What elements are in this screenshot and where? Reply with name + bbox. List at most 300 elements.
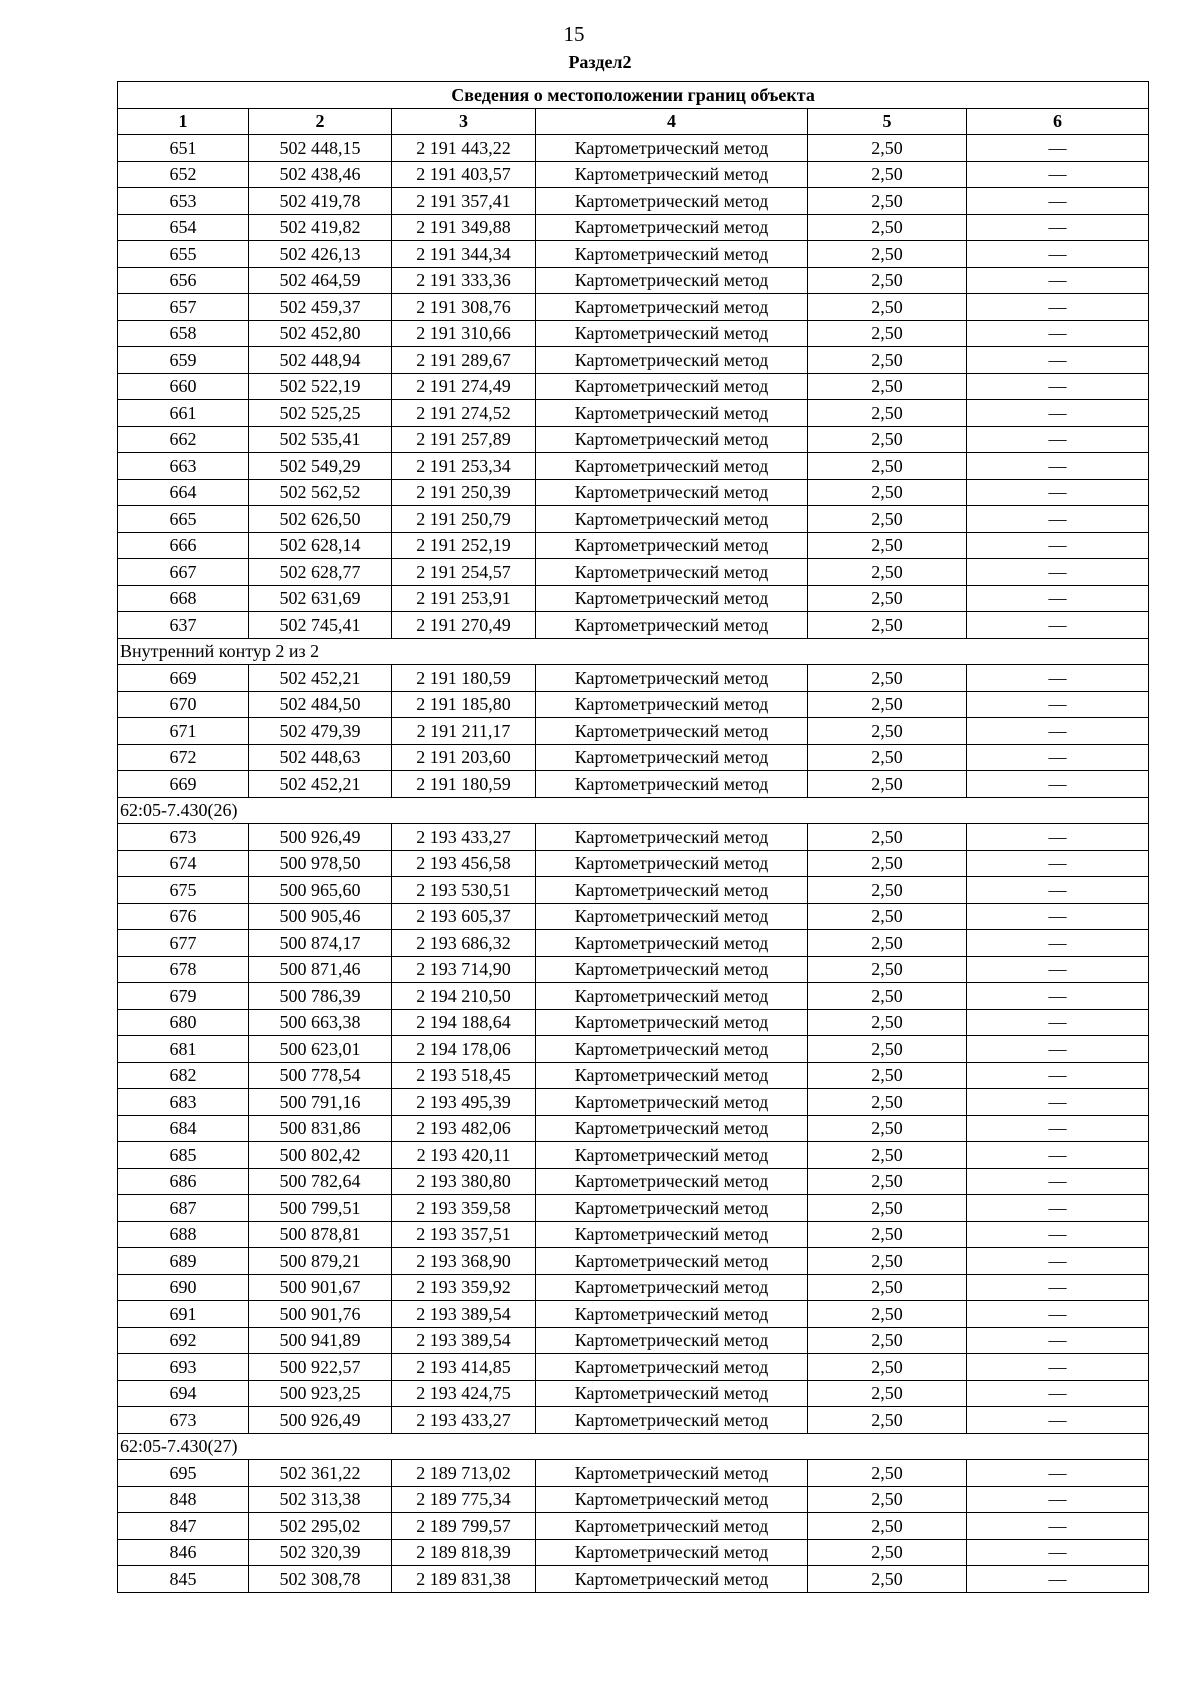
point-number-cell: 673 (118, 824, 249, 851)
description-cell: — (967, 135, 1149, 162)
y-coordinate-cell: 2 191 308,76 (392, 294, 536, 321)
table-row (118, 1195, 1149, 1222)
accuracy-cell: 2,50 (808, 1566, 967, 1593)
x-coordinate-cell: 502 522,19 (249, 373, 392, 400)
table-row (118, 135, 1149, 162)
point-number-cell: 669 (118, 665, 249, 692)
description-cell: — (967, 983, 1149, 1010)
y-coordinate-cell: 2 191 344,34 (392, 241, 536, 268)
accuracy-cell: 2,50 (808, 1380, 967, 1407)
point-number-cell: 682 (118, 1062, 249, 1089)
table-row (118, 161, 1149, 188)
x-coordinate-cell: 500 978,50 (249, 850, 392, 877)
point-number-cell: 693 (118, 1354, 249, 1381)
x-coordinate-cell: 502 313,38 (249, 1486, 392, 1513)
method-cell: Картометрический метод (536, 426, 808, 453)
x-coordinate-cell: 502 295,02 (249, 1513, 392, 1540)
x-coordinate-cell: 502 484,50 (249, 691, 392, 718)
description-cell: — (967, 877, 1149, 904)
table-row (118, 1380, 1149, 1407)
x-coordinate-cell: 502 479,39 (249, 718, 392, 745)
y-coordinate-cell: 2 191 310,66 (392, 320, 536, 347)
point-number-cell: 847 (118, 1513, 249, 1540)
method-cell: Картометрический метод (536, 665, 808, 692)
description-cell: — (967, 665, 1149, 692)
point-number-cell: 691 (118, 1301, 249, 1328)
description-cell: — (967, 1513, 1149, 1540)
description-cell: — (967, 532, 1149, 559)
description-cell: — (967, 320, 1149, 347)
accuracy-cell: 2,50 (808, 1513, 967, 1540)
y-coordinate-cell: 2 193 389,54 (392, 1301, 536, 1328)
method-cell: Картометрический метод (536, 612, 808, 639)
x-coordinate-cell: 502 452,80 (249, 320, 392, 347)
y-coordinate-cell: 2 193 414,85 (392, 1354, 536, 1381)
description-cell: — (967, 1195, 1149, 1222)
table-row (118, 1168, 1149, 1195)
method-cell: Картометрический метод (536, 930, 808, 957)
description-cell: — (967, 1566, 1149, 1593)
method-cell: Картометрический метод (536, 691, 808, 718)
description-cell: — (967, 1115, 1149, 1142)
y-coordinate-cell: 2 191 254,57 (392, 559, 536, 586)
y-coordinate-cell: 2 191 274,49 (392, 373, 536, 400)
point-number-cell: 679 (118, 983, 249, 1010)
method-cell: Картометрический метод (536, 850, 808, 877)
point-number-cell: 683 (118, 1089, 249, 1116)
x-coordinate-cell: 502 320,39 (249, 1539, 392, 1566)
y-coordinate-cell: 2 194 210,50 (392, 983, 536, 1010)
accuracy-cell: 2,50 (808, 1486, 967, 1513)
description-cell: — (967, 718, 1149, 745)
table-row (118, 930, 1149, 957)
accuracy-cell: 2,50 (808, 1009, 967, 1036)
x-coordinate-cell: 502 361,22 (249, 1460, 392, 1487)
table-row (118, 1089, 1149, 1116)
accuracy-cell: 2,50 (808, 877, 967, 904)
x-coordinate-cell: 500 878,81 (249, 1221, 392, 1248)
y-coordinate-cell: 2 191 250,39 (392, 479, 536, 506)
y-coordinate-cell: 2 191 349,88 (392, 214, 536, 241)
y-coordinate-cell: 2 193 389,54 (392, 1327, 536, 1354)
method-cell: Картометрический метод (536, 559, 808, 586)
description-cell: — (967, 1327, 1149, 1354)
description-cell: — (967, 373, 1149, 400)
description-cell: — (967, 1380, 1149, 1407)
accuracy-cell: 2,50 (808, 903, 967, 930)
description-cell: — (967, 930, 1149, 957)
point-number-cell: 665 (118, 506, 249, 533)
table-row (118, 1354, 1149, 1381)
x-coordinate-cell: 500 791,16 (249, 1089, 392, 1116)
column-header: 4 (536, 108, 808, 135)
table-row (118, 400, 1149, 427)
method-cell: Картометрический метод (536, 373, 808, 400)
table-row (118, 1301, 1149, 1328)
column-header: 3 (392, 108, 536, 135)
y-coordinate-cell: 2 191 211,17 (392, 718, 536, 745)
method-cell: Картометрический метод (536, 1566, 808, 1593)
description-cell: — (967, 1009, 1149, 1036)
method-cell: Картометрический метод (536, 824, 808, 851)
description-cell: — (967, 241, 1149, 268)
x-coordinate-cell: 500 802,42 (249, 1142, 392, 1169)
accuracy-cell: 2,50 (808, 824, 967, 851)
point-number-cell: 674 (118, 850, 249, 877)
point-number-cell: 669 (118, 771, 249, 798)
y-coordinate-cell: 2 193 456,58 (392, 850, 536, 877)
table-row (118, 267, 1149, 294)
point-number-cell: 666 (118, 532, 249, 559)
x-coordinate-cell: 500 778,54 (249, 1062, 392, 1089)
group-label: 62:05-7.430(27) (118, 1433, 1149, 1460)
method-cell: Картометрический метод (536, 1009, 808, 1036)
y-coordinate-cell: 2 191 443,22 (392, 135, 536, 162)
x-coordinate-cell: 500 923,25 (249, 1380, 392, 1407)
point-number-cell: 659 (118, 347, 249, 374)
table-row (118, 1327, 1149, 1354)
y-coordinate-cell: 2 189 713,02 (392, 1460, 536, 1487)
table-caption: Сведения о местоположении границ объекта (118, 82, 1149, 109)
point-number-cell: 662 (118, 426, 249, 453)
y-coordinate-cell: 2 191 257,89 (392, 426, 536, 453)
accuracy-cell: 2,50 (808, 188, 967, 215)
x-coordinate-cell: 500 663,38 (249, 1009, 392, 1036)
table-row (118, 1486, 1149, 1513)
accuracy-cell: 2,50 (808, 559, 967, 586)
point-number-cell: 655 (118, 241, 249, 268)
table-row (118, 1142, 1149, 1169)
accuracy-cell: 2,50 (808, 1062, 967, 1089)
point-number-cell: 690 (118, 1274, 249, 1301)
table-row (118, 453, 1149, 480)
description-cell: — (967, 506, 1149, 533)
point-number-cell: 671 (118, 718, 249, 745)
x-coordinate-cell: 500 871,46 (249, 956, 392, 983)
table-row (118, 771, 1149, 798)
method-cell: Картометрический метод (536, 1460, 808, 1487)
table-row (118, 850, 1149, 877)
accuracy-cell: 2,50 (808, 930, 967, 957)
y-coordinate-cell: 2 189 799,57 (392, 1513, 536, 1540)
method-cell: Картометрический метод (536, 956, 808, 983)
point-number-cell: 651 (118, 135, 249, 162)
y-coordinate-cell: 2 191 357,41 (392, 188, 536, 215)
method-cell: Картометрический метод (536, 1301, 808, 1328)
point-number-cell: 681 (118, 1036, 249, 1063)
point-number-cell: 661 (118, 400, 249, 427)
x-coordinate-cell: 500 941,89 (249, 1327, 392, 1354)
description-cell: — (967, 1539, 1149, 1566)
method-cell: Картометрический метод (536, 1327, 808, 1354)
point-number-cell: 668 (118, 585, 249, 612)
method-cell: Картометрический метод (536, 1380, 808, 1407)
method-cell: Картометрический метод (536, 983, 808, 1010)
x-coordinate-cell: 500 831,86 (249, 1115, 392, 1142)
description-cell: — (967, 744, 1149, 771)
table-row (118, 320, 1149, 347)
y-coordinate-cell: 2 193 686,32 (392, 930, 536, 957)
group-row (118, 1433, 1149, 1460)
x-coordinate-cell: 500 782,64 (249, 1168, 392, 1195)
point-number-cell: 678 (118, 956, 249, 983)
point-number-cell: 663 (118, 453, 249, 480)
y-coordinate-cell: 2 189 818,39 (392, 1539, 536, 1566)
y-coordinate-cell: 2 191 180,59 (392, 665, 536, 692)
x-coordinate-cell: 502 448,63 (249, 744, 392, 771)
table-row (118, 1513, 1149, 1540)
table-row (118, 347, 1149, 374)
y-coordinate-cell: 2 191 289,67 (392, 347, 536, 374)
y-coordinate-cell: 2 193 424,75 (392, 1380, 536, 1407)
method-cell: Картометрический метод (536, 161, 808, 188)
table-row (118, 1248, 1149, 1275)
x-coordinate-cell: 500 874,17 (249, 930, 392, 957)
accuracy-cell: 2,50 (808, 347, 967, 374)
y-coordinate-cell: 2 191 333,36 (392, 267, 536, 294)
point-number-cell: 653 (118, 188, 249, 215)
method-cell: Картометрический метод (536, 744, 808, 771)
table-body (118, 135, 1149, 1593)
table-row (118, 903, 1149, 930)
method-cell: Картометрический метод (536, 214, 808, 241)
method-cell: Картометрический метод (536, 1115, 808, 1142)
table-row (118, 824, 1149, 851)
description-cell: — (967, 824, 1149, 851)
table-row (118, 1460, 1149, 1487)
description-cell: — (967, 188, 1149, 215)
point-number-cell: 846 (118, 1539, 249, 1566)
description-cell: — (967, 1062, 1149, 1089)
description-cell: — (967, 347, 1149, 374)
x-coordinate-cell: 502 631,69 (249, 585, 392, 612)
accuracy-cell: 2,50 (808, 294, 967, 321)
point-number-cell: 687 (118, 1195, 249, 1222)
description-cell: — (967, 1301, 1149, 1328)
y-coordinate-cell: 2 193 495,39 (392, 1089, 536, 1116)
method-cell: Картометрический метод (536, 1354, 808, 1381)
x-coordinate-cell: 502 626,50 (249, 506, 392, 533)
description-cell: — (967, 267, 1149, 294)
method-cell: Картометрический метод (536, 585, 808, 612)
x-coordinate-cell: 502 419,82 (249, 214, 392, 241)
table-row (118, 1009, 1149, 1036)
y-coordinate-cell: 2 189 775,34 (392, 1486, 536, 1513)
table-row (118, 294, 1149, 321)
accuracy-cell: 2,50 (808, 718, 967, 745)
description-cell: — (967, 1274, 1149, 1301)
point-number-cell: 657 (118, 294, 249, 321)
x-coordinate-cell: 502 419,78 (249, 188, 392, 215)
accuracy-cell: 2,50 (808, 135, 967, 162)
description-cell: — (967, 612, 1149, 639)
accuracy-cell: 2,50 (808, 744, 967, 771)
point-number-cell: 675 (118, 877, 249, 904)
method-cell: Картометрический метод (536, 903, 808, 930)
y-coordinate-cell: 2 191 253,34 (392, 453, 536, 480)
x-coordinate-cell: 502 562,52 (249, 479, 392, 506)
y-coordinate-cell: 2 193 433,27 (392, 1407, 536, 1434)
x-coordinate-cell: 500 786,39 (249, 983, 392, 1010)
y-coordinate-cell: 2 193 433,27 (392, 824, 536, 851)
accuracy-cell: 2,50 (808, 267, 967, 294)
point-number-cell: 848 (118, 1486, 249, 1513)
x-coordinate-cell: 500 623,01 (249, 1036, 392, 1063)
method-cell: Картометрический метод (536, 1274, 808, 1301)
method-cell: Картометрический метод (536, 294, 808, 321)
x-coordinate-cell: 502 525,25 (249, 400, 392, 427)
table-row (118, 241, 1149, 268)
accuracy-cell: 2,50 (808, 665, 967, 692)
group-label: Внутренний контур 2 из 2 (118, 638, 1149, 665)
point-number-cell: 667 (118, 559, 249, 586)
point-number-cell: 656 (118, 267, 249, 294)
table-row (118, 718, 1149, 745)
description-cell: — (967, 1036, 1149, 1063)
x-coordinate-cell: 500 905,46 (249, 903, 392, 930)
table-row (118, 956, 1149, 983)
x-coordinate-cell: 502 448,15 (249, 135, 392, 162)
accuracy-cell: 2,50 (808, 1301, 967, 1328)
accuracy-cell: 2,50 (808, 1248, 967, 1275)
y-coordinate-cell: 2 193 518,45 (392, 1062, 536, 1089)
x-coordinate-cell: 502 308,78 (249, 1566, 392, 1593)
y-coordinate-cell: 2 193 482,06 (392, 1115, 536, 1142)
page-number: 15 (563, 22, 585, 46)
table-row (118, 426, 1149, 453)
table-row (118, 559, 1149, 586)
column-header: 5 (808, 108, 967, 135)
group-label: 62:05-7.430(26) (118, 797, 1149, 824)
point-number-cell: 676 (118, 903, 249, 930)
column-header: 1 (118, 108, 249, 135)
column-header: 2 (249, 108, 392, 135)
x-coordinate-cell: 502 535,41 (249, 426, 392, 453)
table-row (118, 506, 1149, 533)
y-coordinate-cell: 2 193 359,58 (392, 1195, 536, 1222)
accuracy-cell: 2,50 (808, 691, 967, 718)
y-coordinate-cell: 2 193 605,37 (392, 903, 536, 930)
point-number-cell: 652 (118, 161, 249, 188)
x-coordinate-cell: 502 452,21 (249, 771, 392, 798)
method-cell: Картометрический метод (536, 1407, 808, 1434)
y-coordinate-cell: 2 193 530,51 (392, 877, 536, 904)
table-row (118, 479, 1149, 506)
section-title: Раздел2 (568, 52, 632, 72)
table-row (118, 691, 1149, 718)
method-cell: Картометрический метод (536, 1089, 808, 1116)
point-number-cell: 658 (118, 320, 249, 347)
method-cell: Картометрический метод (536, 267, 808, 294)
y-coordinate-cell: 2 193 357,51 (392, 1221, 536, 1248)
table-row (118, 188, 1149, 215)
point-number-cell: 686 (118, 1168, 249, 1195)
accuracy-cell: 2,50 (808, 241, 967, 268)
description-cell: — (967, 956, 1149, 983)
table-row (118, 532, 1149, 559)
accuracy-cell: 2,50 (808, 983, 967, 1010)
y-coordinate-cell: 2 191 403,57 (392, 161, 536, 188)
x-coordinate-cell: 500 901,76 (249, 1301, 392, 1328)
accuracy-cell: 2,50 (808, 1460, 967, 1487)
accuracy-cell: 2,50 (808, 1407, 967, 1434)
table-row (118, 1539, 1149, 1566)
description-cell: — (967, 1142, 1149, 1169)
method-cell: Картометрический метод (536, 453, 808, 480)
description-cell: — (967, 1460, 1149, 1487)
y-coordinate-cell: 2 193 380,80 (392, 1168, 536, 1195)
accuracy-cell: 2,50 (808, 585, 967, 612)
method-cell: Картометрический метод (536, 320, 808, 347)
description-cell: — (967, 479, 1149, 506)
point-number-cell: 684 (118, 1115, 249, 1142)
accuracy-cell: 2,50 (808, 161, 967, 188)
method-cell: Картометрический метод (536, 135, 808, 162)
table-row (118, 877, 1149, 904)
x-coordinate-cell: 500 799,51 (249, 1195, 392, 1222)
accuracy-cell: 2,50 (808, 400, 967, 427)
x-coordinate-cell: 502 628,14 (249, 532, 392, 559)
description-cell: — (967, 161, 1149, 188)
method-cell: Картометрический метод (536, 400, 808, 427)
method-cell: Картометрический метод (536, 1195, 808, 1222)
table-row (118, 373, 1149, 400)
method-cell: Картометрический метод (536, 877, 808, 904)
accuracy-cell: 2,50 (808, 1089, 967, 1116)
description-cell: — (967, 691, 1149, 718)
accuracy-cell: 2,50 (808, 1115, 967, 1142)
table-row (118, 1036, 1149, 1063)
x-coordinate-cell: 502 745,41 (249, 612, 392, 639)
y-coordinate-cell: 2 191 180,59 (392, 771, 536, 798)
description-cell: — (967, 1486, 1149, 1513)
accuracy-cell: 2,50 (808, 506, 967, 533)
point-number-cell: 673 (118, 1407, 249, 1434)
table-row (118, 1062, 1149, 1089)
point-number-cell: 692 (118, 1327, 249, 1354)
table-row (118, 1566, 1149, 1593)
accuracy-cell: 2,50 (808, 479, 967, 506)
point-number-cell: 845 (118, 1566, 249, 1593)
y-coordinate-cell: 2 193 714,90 (392, 956, 536, 983)
group-row (118, 797, 1149, 824)
y-coordinate-cell: 2 191 252,19 (392, 532, 536, 559)
accuracy-cell: 2,50 (808, 426, 967, 453)
point-number-cell: 654 (118, 214, 249, 241)
table-row (118, 585, 1149, 612)
x-coordinate-cell: 500 879,21 (249, 1248, 392, 1275)
point-number-cell: 672 (118, 744, 249, 771)
table-row (118, 744, 1149, 771)
description-cell: — (967, 294, 1149, 321)
description-cell: — (967, 214, 1149, 241)
description-cell: — (967, 771, 1149, 798)
accuracy-cell: 2,50 (808, 1195, 967, 1222)
point-number-cell: 664 (118, 479, 249, 506)
x-coordinate-cell: 502 459,37 (249, 294, 392, 321)
description-cell: — (967, 1248, 1149, 1275)
table-row (118, 214, 1149, 241)
y-coordinate-cell: 2 191 270,49 (392, 612, 536, 639)
x-coordinate-cell: 500 922,57 (249, 1354, 392, 1381)
x-coordinate-cell: 502 426,13 (249, 241, 392, 268)
point-number-cell: 680 (118, 1009, 249, 1036)
method-cell: Картометрический метод (536, 1221, 808, 1248)
accuracy-cell: 2,50 (808, 612, 967, 639)
accuracy-cell: 2,50 (808, 453, 967, 480)
accuracy-cell: 2,50 (808, 373, 967, 400)
x-coordinate-cell: 500 926,49 (249, 1407, 392, 1434)
